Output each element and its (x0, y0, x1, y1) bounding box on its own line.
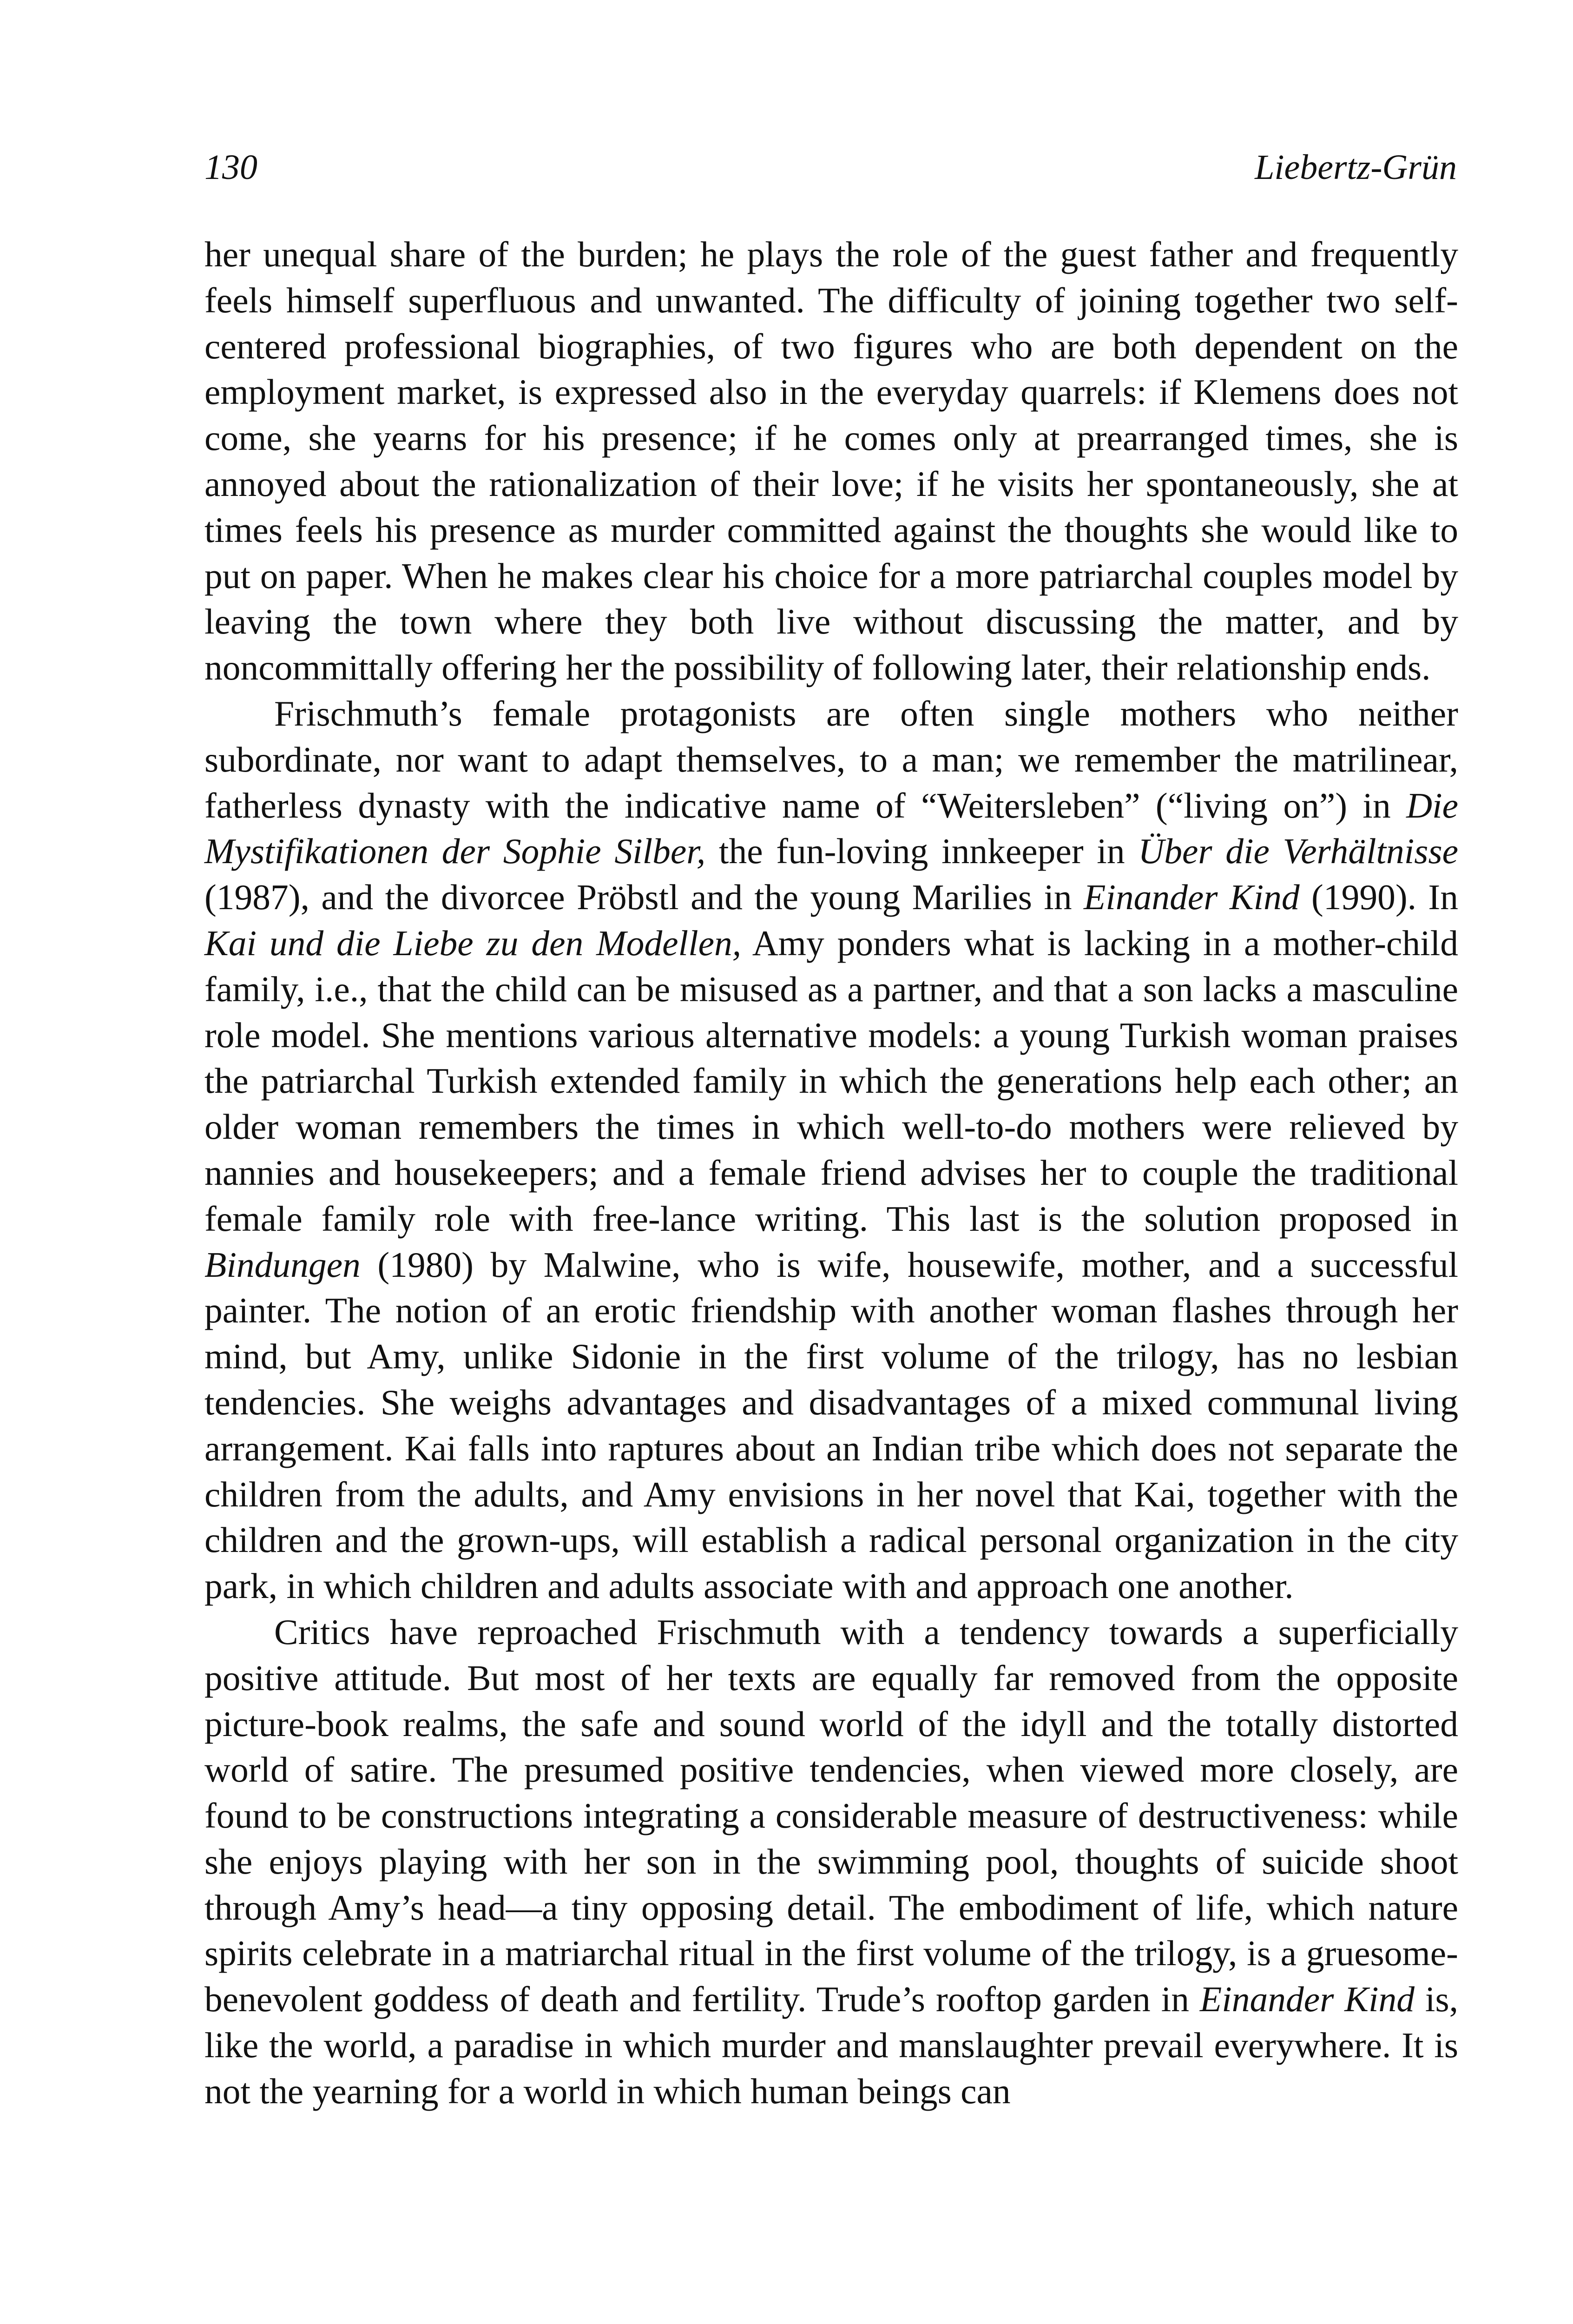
running-head: Liebertz-Grün (1255, 148, 1457, 187)
paragraph-2 (204, 691, 1458, 1609)
body-text (204, 231, 1458, 2114)
paragraph-2-text: (1980) by Malwine, who is wife, housewife, mother, and a successful painter. The notion of an erotic friendship with another woman flashes through her mind, but Amy, unlike Sidonie in the first volume of the trilogy, has no lesbian tendencies. She weighs advantages and disadvantages of a mixed communal living arrangement. Kai falls into raptures about an Indian tribe which does not separate the children from the adults, and Amy envisions in her novel that Kai, together with the children and the grown-ups, will establish a radical personal organization in the city park, in which children and adults associate with and approach one another. (204, 1244, 1458, 1606)
book-title: Einander Kind (1084, 877, 1300, 918)
paragraph-2-text: (1990). In (1299, 877, 1458, 918)
book-title: Kai und die Liebe zu den Modellen, (204, 923, 742, 963)
book-title: Bindungen (204, 1244, 361, 1285)
paragraph-3 (204, 1609, 1458, 2114)
paragraph-2-text: (1987), and the divorcee Pröbstl and the young Marilies in (204, 877, 1084, 918)
paragraph-3-text: Critics have reproached Frischmuth with a tendency towards a superficially positive attitude. But most of her texts are equally far removed from the opposite picture-book realms, the safe and sound world of the idyll and the totally distorted world of satire. The presumed positive tendencies, when viewed more closely, are found to be constructions integrating a considerable measure of destructiveness: while she enjoys playing with her son in the swimming pool, thoughts of suicide shoot through Amy’s head—a tiny opposing detail. The embodiment of life, which nature spirits celebrate in a matriarchal ritual in the first volume of the trilogy, is a gruesome-benevolent goddess of death and fertility. Trude’s rooftop garden in (204, 1611, 1458, 2020)
paragraph-2-text: the fun-loving innkeeper in (705, 831, 1139, 872)
page-number: 130 (204, 148, 257, 187)
book-title: Einander Kind (1199, 1979, 1415, 2020)
paragraph-1-text: her unequal share of the burden; he plays the role of the guest father and frequently feels himself superfluous and unwanted. The difficulty of joining together two self-centered professional biographies, of two figures who are both dependent on the employment market, is expressed also in the everyday quarrels: if Klemens does not come, she yearns for his presence; if he comes only at prearranged times, she is annoyed about the rationalization of their love; if he visits her spontaneously, she at times feels his presence as murder committed against the thoughts she would like to put on paper. When he makes clear his choice for a more patriarchal couples model by leaving the town where they both live without discussing the matter, and by noncommittally offering her the possibility of following later, their relationship ends. (204, 234, 1458, 688)
page-header (204, 142, 1457, 193)
paragraph-2-text: Frischmuth’s female protagonists are often single mothers who neither subordinate, nor want to adapt themselves, to a man; we remember the matrilinear, fatherless dynasty with the indicative name of “Weitersleben” (“living on”) in (204, 693, 1458, 825)
book-title: Die Mystifikationen der Sophie Silber, (204, 785, 1458, 872)
book-title: Über die Verhältnisse (1138, 831, 1459, 872)
paragraph-2-text: Amy ponders what is lacking in a mother-child family, i.e., that the child can be misused as a partner, and that a son lacks a masculine role model. She mentions various alternative models: a young Turkish woman praises the patriarchal Turkish extended family in which the generations help each other; an older woman remembers the times in which well-to-do mothers were relieved by nannies and housekeepers; and a female friend advises her to couple the traditional female family role with free-lance writing. This last is the solution proposed in (204, 923, 1458, 1239)
paragraph-1 (204, 231, 1458, 691)
paragraph-3-text: is, like the world, a paradise in which murder and manslaughter prevail everywhere. It is not the yearning for a world in which human beings can (204, 1979, 1458, 2111)
